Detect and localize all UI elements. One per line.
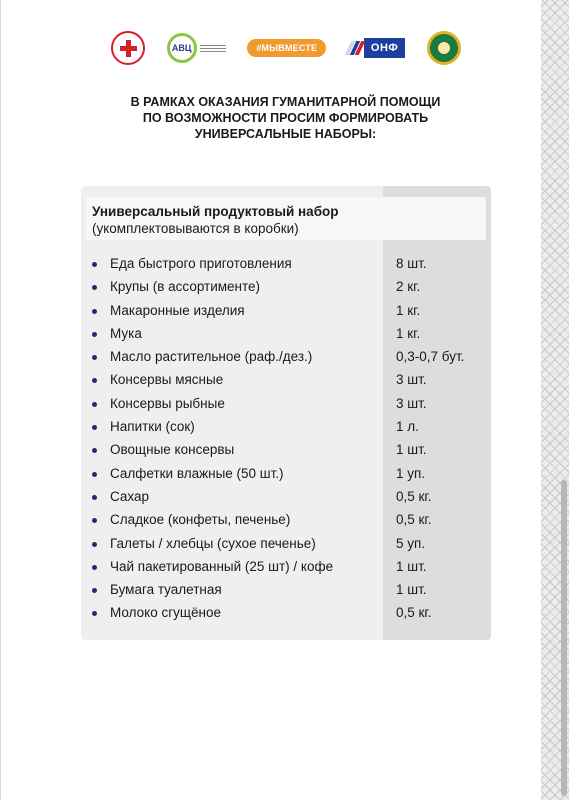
list-item bbox=[81, 440, 491, 463]
avc-logo bbox=[167, 33, 226, 63]
item-qty: 3 шт. bbox=[396, 395, 427, 411]
list-item bbox=[81, 534, 491, 557]
list-item bbox=[81, 347, 491, 370]
scrollbar[interactable] bbox=[561, 480, 567, 796]
list-item bbox=[81, 254, 491, 277]
item-name: Сладкое (конфеты, печенье) bbox=[110, 512, 291, 528]
bullet-icon bbox=[92, 332, 97, 337]
bullet-icon bbox=[92, 309, 97, 314]
list-item bbox=[81, 277, 491, 300]
item-qty: 1 шт. bbox=[396, 442, 427, 458]
bullet-icon bbox=[92, 611, 97, 616]
bullet-icon bbox=[92, 425, 97, 430]
item-qty: 8 шт. bbox=[396, 256, 427, 271]
onf-logo bbox=[348, 38, 405, 58]
list-item bbox=[81, 370, 491, 393]
list-item bbox=[81, 603, 491, 626]
bullet-icon bbox=[92, 448, 97, 453]
item-name: Напитки (сок) bbox=[110, 419, 195, 435]
kit-card bbox=[81, 186, 491, 640]
item-qty: 1 уп. bbox=[396, 465, 426, 481]
item-name: Консервы мясные bbox=[110, 372, 224, 388]
item-name: Чай пакетированный (25 шт) / кофе bbox=[110, 558, 334, 574]
bullet-icon bbox=[92, 378, 97, 383]
list-item bbox=[81, 510, 491, 533]
list-item bbox=[81, 324, 491, 347]
document-page bbox=[1, 0, 541, 800]
onf-logo-text: ОНФ bbox=[364, 38, 405, 58]
list-item bbox=[81, 580, 491, 603]
partner-logos bbox=[111, 28, 461, 68]
list-item bbox=[81, 301, 491, 324]
bullet-icon bbox=[92, 518, 97, 523]
item-name: Овощные консервы bbox=[110, 442, 235, 458]
heading-line: УНИВЕРСАЛЬНЫЕ НАБОРЫ: bbox=[194, 127, 377, 141]
list-item bbox=[81, 557, 491, 580]
item-qty: 0,3-0,7 бут. bbox=[396, 349, 465, 365]
bullet-icon bbox=[92, 542, 97, 547]
onf-flag-mark bbox=[348, 41, 362, 55]
bullet-icon bbox=[92, 588, 97, 593]
item-qty: 0,5 кг. bbox=[396, 488, 432, 504]
kit-title: Универсальный продуктовый набор bbox=[92, 204, 339, 219]
bullet-icon bbox=[92, 472, 97, 477]
item-name: Бумага туалетная bbox=[110, 582, 222, 598]
item-qty: 1 кг. bbox=[396, 302, 421, 318]
item-qty: 0,5 кг. bbox=[396, 512, 432, 528]
page-heading bbox=[1, 94, 569, 142]
item-qty: 1 шт. bbox=[396, 558, 427, 574]
item-name: Галеты / хлебцы (сухое печенье) bbox=[110, 535, 316, 551]
avc-logo-caption bbox=[200, 45, 226, 52]
item-qty: 1 шт. bbox=[396, 582, 427, 598]
list-item bbox=[81, 487, 491, 510]
list-item bbox=[81, 417, 491, 440]
regional-emblem-logo bbox=[427, 31, 461, 65]
item-qty: 3 шт. bbox=[396, 372, 427, 388]
item-qty: 0,5 кг. bbox=[396, 605, 432, 621]
bullet-icon bbox=[92, 565, 97, 570]
mymeste-logo: #МЫВМЕСТЕ bbox=[247, 39, 326, 57]
bullet-icon bbox=[92, 495, 97, 500]
kit-card-header bbox=[86, 197, 486, 240]
bullet-icon bbox=[92, 355, 97, 360]
list-item bbox=[81, 464, 491, 487]
item-qty: 5 уп. bbox=[396, 535, 426, 551]
item-name: Макаронные изделия bbox=[110, 302, 245, 318]
red-cross-logo bbox=[111, 31, 145, 65]
avc-logo-mark: АВЦ bbox=[167, 33, 197, 63]
item-qty: 2 кг. bbox=[396, 279, 421, 295]
item-name: Молоко сгущёное bbox=[110, 605, 221, 621]
item-name: Салфетки влажные (50 шт.) bbox=[110, 465, 284, 481]
heading-line: В РАМКАХ ОКАЗАНИЯ ГУМАНИТАРНОЙ ПОМОЩИ bbox=[130, 95, 441, 109]
kit-items-list bbox=[81, 254, 491, 627]
bullet-icon bbox=[92, 262, 97, 267]
item-name: Еда быстрого приготовления bbox=[110, 256, 292, 271]
item-name: Масло растительное (раф./дез.) bbox=[110, 349, 313, 365]
list-item bbox=[81, 394, 491, 417]
item-name: Крупы (в ассортименте) bbox=[110, 279, 261, 295]
bullet-icon bbox=[92, 402, 97, 407]
bullet-icon bbox=[92, 285, 97, 290]
item-name: Консервы рыбные bbox=[110, 395, 225, 411]
item-name: Мука bbox=[110, 325, 142, 341]
heading-line: ПО ВОЗМОЖНОСТИ ПРОСИМ ФОРМИРОВАТЬ bbox=[142, 111, 429, 125]
kit-subtitle: (укомплектовываются в коробки) bbox=[92, 221, 299, 236]
item-qty: 1 кг. bbox=[396, 325, 421, 341]
item-qty: 1 л. bbox=[396, 419, 419, 435]
item-name: Сахар bbox=[110, 488, 150, 504]
